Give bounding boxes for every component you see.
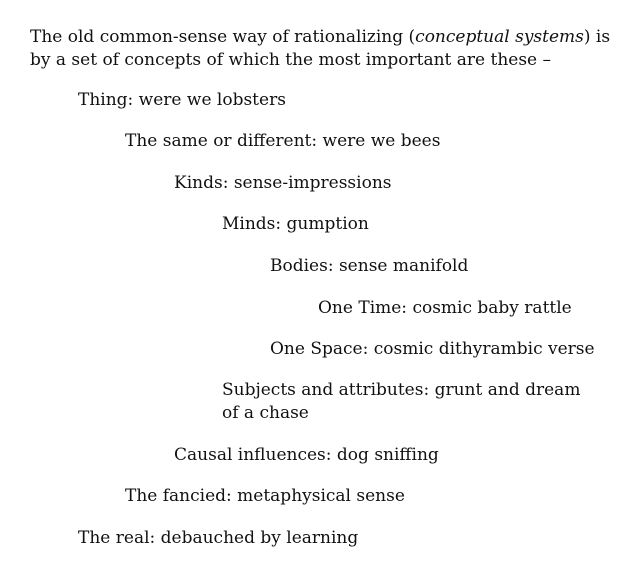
- intro-text-after: ) is by a set of concepts of which the most important are these –: [30, 27, 611, 70]
- intro-emphasis: conceptual systems: [415, 27, 584, 47]
- concept-item-one-space: One Space: cosmic dithyrambic verse: [270, 339, 595, 359]
- concept-item-minds: Minds: gumption: [222, 214, 369, 234]
- concept-item-bodies: Bodies: sense manifold: [270, 256, 469, 276]
- concept-item-same-or-different: The same or different: were we bees: [125, 131, 441, 151]
- intro-text-before: The old common-sense way of rationalizing (: [30, 27, 416, 47]
- concept-item-the-real: The real: debauched by learning: [78, 528, 359, 548]
- concept-item-causal-influences: Causal influences: dog sniffing: [174, 445, 439, 465]
- concept-item-one-time: One Time: cosmic baby rattle: [318, 298, 572, 318]
- concept-item-the-fancied: The fancied: metaphysical sense: [125, 486, 405, 506]
- intro-paragraph: [30, 26, 620, 72]
- concept-item-subjects-and-attributes: Subjects and attributes: grunt and dream of a chase: [222, 380, 581, 423]
- concept-item-kinds: Kinds: sense-impressions: [174, 173, 392, 193]
- concept-item-thing: Thing: were we lobsters: [78, 90, 286, 110]
